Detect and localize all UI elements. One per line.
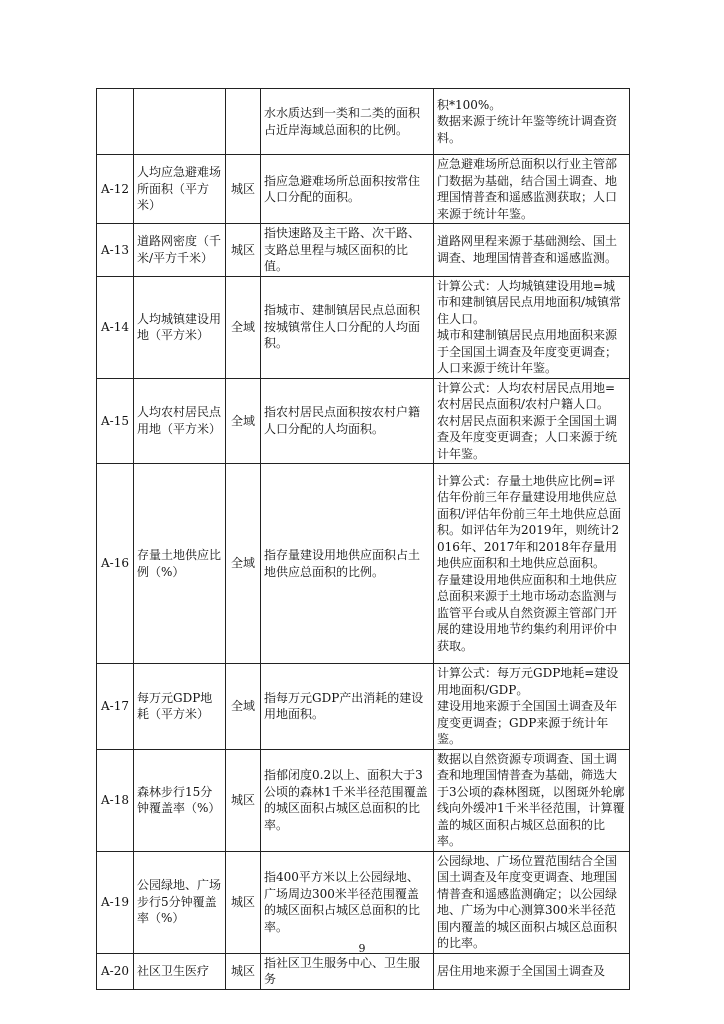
indicator-name: 公园绿地、广场步行5分钟覆盖率（%）	[134, 851, 226, 953]
method-paragraph: 建设用地来源于全国国土调查及年度变更调查；GDP来源于统计年鉴。	[437, 699, 618, 746]
method-paragraph: 积*100%。	[437, 97, 502, 112]
indicator-definition: 指郁闭度0.2以上、面积大于3公顷的森林1千米半径范围覆盖的城区面积占城区总面积的比率。	[261, 749, 434, 851]
indicator-scope: 城区	[226, 155, 261, 224]
indicator-definition: 指社区卫生服务中心、卫生服务	[261, 953, 434, 989]
indicator-scope: 全域	[226, 378, 261, 464]
table-row	[97, 276, 630, 378]
indicator-code: A-17	[97, 664, 134, 750]
table-row	[97, 953, 630, 989]
method-paragraph: 计算公式：存量土地供应比例=评估年份前三年存量建设用地供应总面积/评估年份前三年土地供应总面积。如评估年为2019年，则统计2016年、2017年和2018年存量用地供应面积和土地供应总面积。	[437, 473, 622, 571]
indicator-scope: 全域	[226, 464, 261, 664]
indicator-definition: 指400平方米以上公园绿地、广场周边300米半径范围覆盖的城区面积占城区总面积的比率。	[261, 851, 434, 953]
table-row	[97, 378, 630, 464]
indicator-method	[434, 749, 630, 851]
method-paragraph: 数据来源于统计年鉴等统计调查资料。	[437, 114, 618, 145]
indicator-code	[97, 89, 134, 155]
indicator-name: 道路网密度（千米/平方千米）	[134, 224, 226, 277]
indicator-definition: 指应急避难场所总面积按常住人口分配的面积。	[261, 155, 434, 224]
indicator-table-body	[97, 89, 630, 990]
indicator-scope	[226, 89, 261, 155]
indicator-scope: 城区	[226, 749, 261, 851]
indicator-definition: 指农村居民点面积按农村户籍人口分配的人均面积。	[261, 378, 434, 464]
table-row	[97, 851, 630, 953]
indicator-code: A-15	[97, 378, 134, 464]
indicator-code: A-20	[97, 953, 134, 989]
indicator-definition: 指存量建设用地供应面积占土地供应总面积的比例。	[261, 464, 434, 664]
table-row	[97, 749, 630, 851]
indicator-name: 每万元GDP地耗（平方米）	[134, 664, 226, 750]
indicator-method	[434, 378, 630, 464]
indicator-method	[434, 953, 630, 989]
indicator-table	[96, 88, 630, 990]
table-row	[97, 89, 630, 155]
indicator-scope: 城区	[226, 953, 261, 989]
method-paragraph: 计算公式：人均农村居民点用地=农村居民点面积/农村户籍人口。	[437, 380, 616, 411]
page-number: 9	[358, 942, 366, 955]
method-paragraph: 农村居民点面积来源于全国国土调查及年度变更调查；人口来源于统计年鉴。	[437, 413, 618, 461]
indicator-method	[434, 276, 630, 378]
indicator-method	[434, 464, 630, 664]
indicator-code: A-16	[97, 464, 134, 664]
indicator-scope: 城区	[226, 224, 261, 277]
indicator-scope: 全域	[226, 664, 261, 750]
indicator-definition: 水水质达到一类和二类的面积占近岸海域总面积的比例。	[261, 89, 434, 155]
indicator-method	[434, 155, 630, 224]
indicator-definition: 指城市、建制镇居民点总面积按城镇常住人口分配的人均面积。	[261, 276, 434, 378]
indicator-scope: 全域	[226, 276, 261, 378]
indicator-code: A-19	[97, 851, 134, 953]
indicator-method	[434, 664, 630, 750]
indicator-name: 人均应急避难场所面积（平方米）	[134, 155, 226, 224]
indicator-name: 人均农村居民点用地（平方米）	[134, 378, 226, 464]
method-paragraph: 城市和建制镇居民点用地面积来源于全国国土调查及年度变更调查；人口来源于统计年鉴。	[437, 328, 618, 375]
method-paragraph: 应急避难场所总面积以行业主管部门数据为基础，结合国土调查、地理国情普查和遥感监测获取；人口来源于统计年鉴。	[437, 157, 618, 221]
indicator-name	[134, 89, 226, 155]
indicator-name: 人均城镇建设用地（平方米）	[134, 276, 226, 378]
indicator-definition: 指快速路及主干路、次干路、支路总里程与城区面积的比值。	[261, 224, 434, 277]
method-paragraph: 计算公式：每万元GDP地耗=建设用地面积/GDP。	[437, 666, 619, 697]
indicator-name: 社区卫生医疗	[134, 953, 226, 989]
indicator-definition: 指每万元GDP产出消耗的建设用地面积。	[261, 664, 434, 750]
method-paragraph: 公园绿地、广场位置范围结合全国国土调查及年度变更调查、地理国情普查和遥感监测确定；以公园绿地、广场为中心测算300米半径范围内覆盖的城区面积占城区总面积的比率。	[437, 853, 618, 950]
indicator-code: A-18	[97, 749, 134, 851]
method-paragraph: 存量建设用地供应面积和土地供应总面积来源于土地市场动态监测与监管平台或从自然资源主管部门开展的建设用地节约集约利用评价中获取。	[437, 572, 618, 653]
method-paragraph: 道路网里程来源于基础测绘、国土调查、地理国情普查和遥感监测。	[437, 234, 618, 265]
method-paragraph: 计算公式：人均城镇建设用地=城市和建制镇居民点用地面积/城镇常住人口。	[437, 278, 622, 326]
table-row	[97, 224, 630, 277]
method-paragraph: 数据以自然资源专项调查、国土调查和地理国情普查为基础，筛选大于3公顷的森林图斑，以图斑外轮廓线向外缓冲1千米半径范围，计算覆盖的城区面积占城区总面积的比率。	[437, 751, 625, 848]
indicator-code: A-12	[97, 155, 134, 224]
indicator-code: A-14	[97, 276, 134, 378]
table-row	[97, 664, 630, 750]
table-row	[97, 464, 630, 664]
method-paragraph: 居住用地来源于全国国土调查及	[437, 963, 606, 978]
indicator-scope: 城区	[226, 851, 261, 953]
indicator-method	[434, 89, 630, 155]
indicator-method	[434, 224, 630, 277]
table-row	[97, 155, 630, 224]
indicator-method	[434, 851, 630, 953]
indicator-code: A-13	[97, 224, 134, 277]
indicator-name: 森林步行15分钟覆盖率（%）	[134, 749, 226, 851]
indicator-name: 存量土地供应比例（%）	[134, 464, 226, 664]
